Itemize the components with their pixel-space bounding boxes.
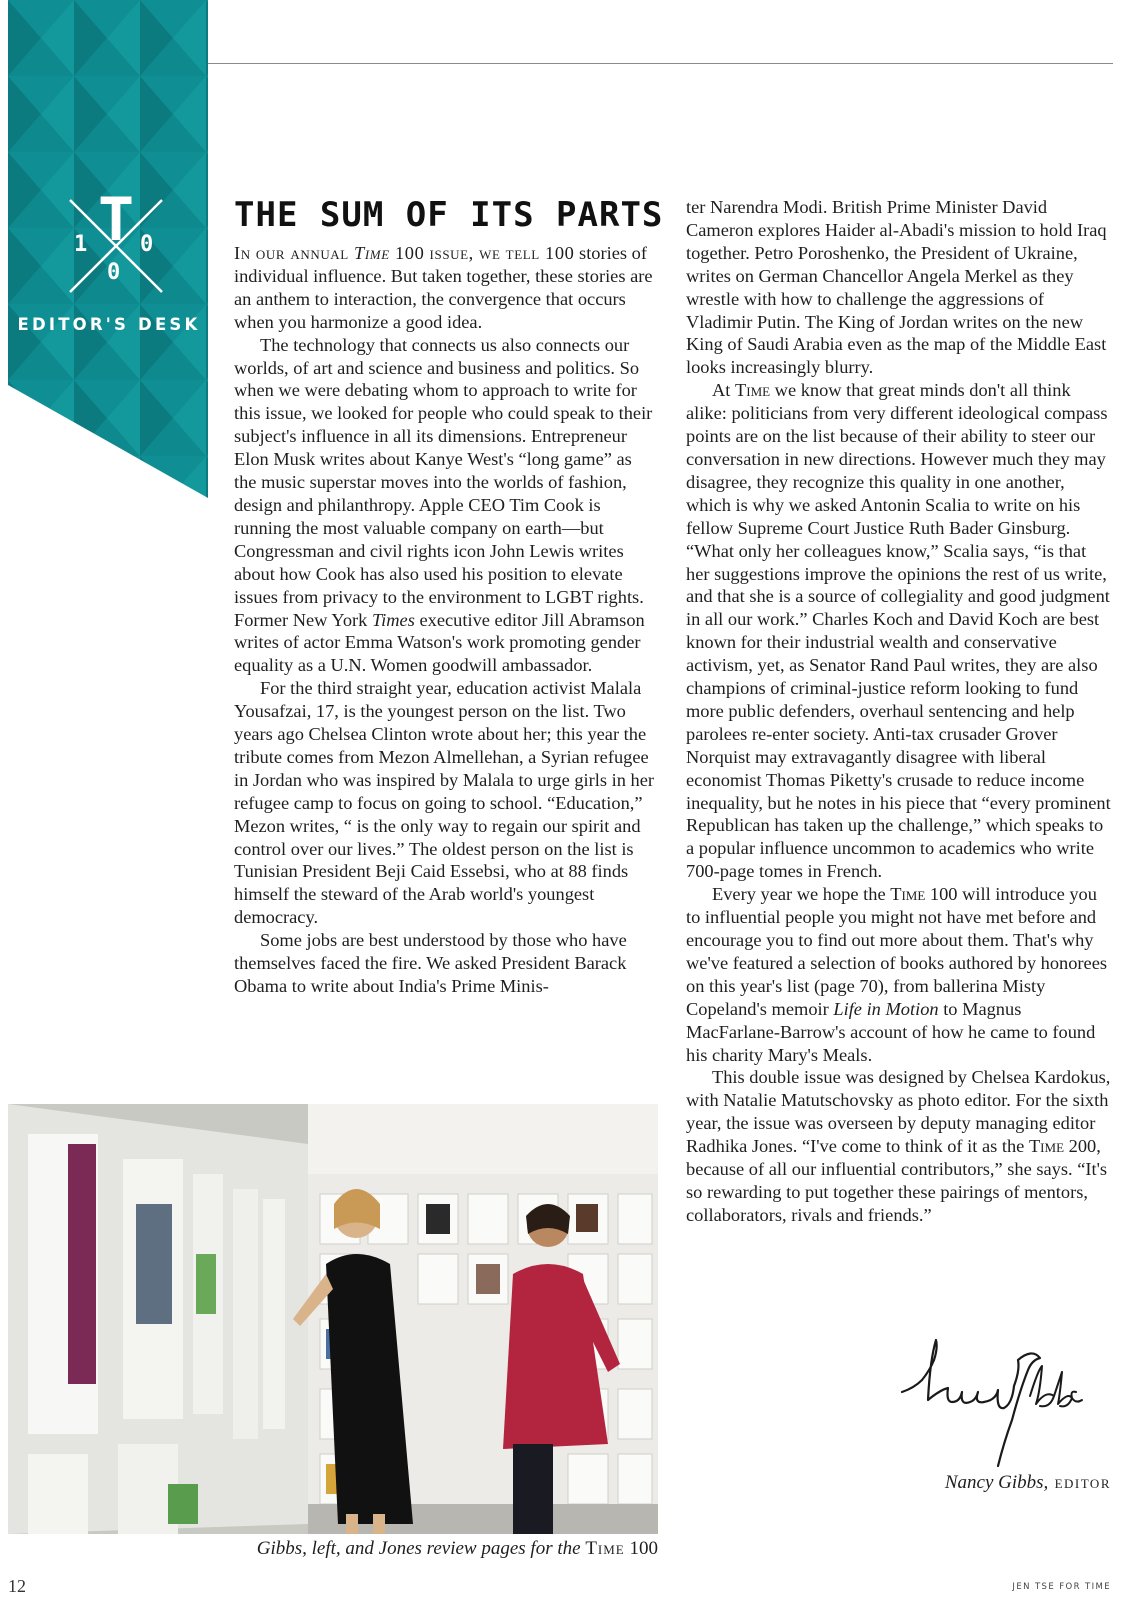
photo-credit: JEN TSE FOR TIME [1012,1582,1111,1592]
paragraph-1: In our annual Time 100 issue, we tell 100 stories of individual influence. But taken together, these stories are an anthem to interaction, the convergence that occurs when you harmonize a good idea. [234,243,653,332]
time-100-logo [66,185,166,296]
paragraph-8: This double issue was designed by Chelsea Kardokus, with Natalie Matutschovsky as photo editor. For the sixth year, the issue was overseen by deputy managing editor Radhika Jones. “I've come to think of it as the Time 200, because of all our influential contributors,” she says. “It's so rewarding to put together these pairings of mentors, collaborators, rivals and friends.” [686,1067,1111,1225]
paragraph-4: Some jobs are best understood by those who have themselves faced the fire. We asked President Barack Obama to write about India's Prime Minis- [234,930,627,996]
editors-desk-label: EDITOR'S DESK [17,315,201,334]
editors-desk-banner [8,0,208,498]
article-headline: THE SUM OF ITS PARTS [234,195,664,235]
paragraph-2: The technology that connects us also connects our worlds, of art and science and business and politics. So when we were debating whom to approach to write for this issue, we looked for people who could speak to their subject's influence in all its dimensions. Entrepreneur Elon Musk writes about Kanye West's “long game” as the music superstar moves into the worlds of fashion, design and philanthropy. Apple CEO Tim Cook is running the most valuable company on earth—but Congressman and civil rights icon John Lewis writes about how Cook has also used his position to elevate issues from privacy to the environment to LGBT rights. Former New York Times executive editor Jill Abramson writes of actor Emma Watson's work promoting gender equality as a U.N. Women goodwill ambassador. [234,334,653,676]
signature [900,1330,1090,1472]
right-column [686,196,1111,1227]
left-column [234,242,658,998]
paragraph-5: ter Narendra Modi. British Prime Minister David Cameron explores Haider al-Abadi's mission to hold Iraq together. Petro Poroshenko, the President of Ukraine, writes on German Chancellor Angela Merkel as they wrestle with how to challenge the aggressions of Vladimir Putin. The King of Jordan writes on the new King of Saudi Arabia even as the map of the Middle East looks increasingly blurry. [686,197,1107,378]
paragraph-7: Every year we hope the Time 100 will introduce you to influential people you might not have met before and encourage you to find out more about them. That's why we've featured a selection of books authored by honorees on this year's list (page 70), from ballerina Misty Copeland's memoir Life in Motion to Magnus MacFarlane-Barrow's account of how he came to found his charity Mary's Meals. [686,884,1108,1065]
logo-left-digit: 1 [74,232,88,257]
logo-right-digit: 0 [140,232,154,257]
page-number: 12 [8,1576,26,1596]
logo-bottom-digit: 0 [107,260,121,285]
paragraph-3: For the third straight year, education activist Malala Yousafzai, 17, is the youngest person on the list. Two years ago Chelsea Clinton wrote about her; this year the tribute comes from Mezon Almellehan, a Syrian refugee in Jordan who was inspired by Malala to urge girls in her refugee camp to focus on going to school. “Education,” Mezon writes, “ is the only way to regain our spirit and control over our lives.” The oldest person on the list is Tunisian President Beji Caid Essebsi, who at 88 finds himself the steward of the Arab world's youngest democracy. [234,678,655,928]
logo-t: T [97,185,135,255]
photo-caption: Gibbs, left, and Jones review pages for the Time 100 [256,1538,658,1559]
byline: Nancy Gibbs, editor [944,1472,1111,1493]
paragraph-6: At Time we know that great minds don't all think alike: politicians from very different ideological compass points are on the list because of their ability to steer our conversation in new directions. However much they may disagree, they recognize this quality in one another, which is why we asked Antonin Scalia to write on his fellow Supreme Court Justice Ruth Bader Ginsburg. “What only her colleagues know,” Scalia says, “is that her suggestions improve the opinions the rest of us write, and that she is a source of collegiality and good judgment in all our work.” Charles Koch and David Koch are best known for their industrial wealth and conservative activism, yet, as Senator Rand Paul writes, they are also champions of criminal-justice reform looking to fund more public defenders, overhaul sentencing and help parolees re-enter society. Anti-tax crusader Grover Norquist may extravagantly disagree with liberal economist Thomas Piketty's crusade to reduce income inequality, but he notes in his piece that “every prominent Republican has taken up the challenge,” which speaks to a popular influence uncommon to academics who write 700-page tomes in French. [686,380,1111,882]
top-rule [208,63,1113,64]
lead-in: In our annual Time 100 issue, we tell 100 [234,243,575,263]
editors-photo [8,1104,658,1534]
